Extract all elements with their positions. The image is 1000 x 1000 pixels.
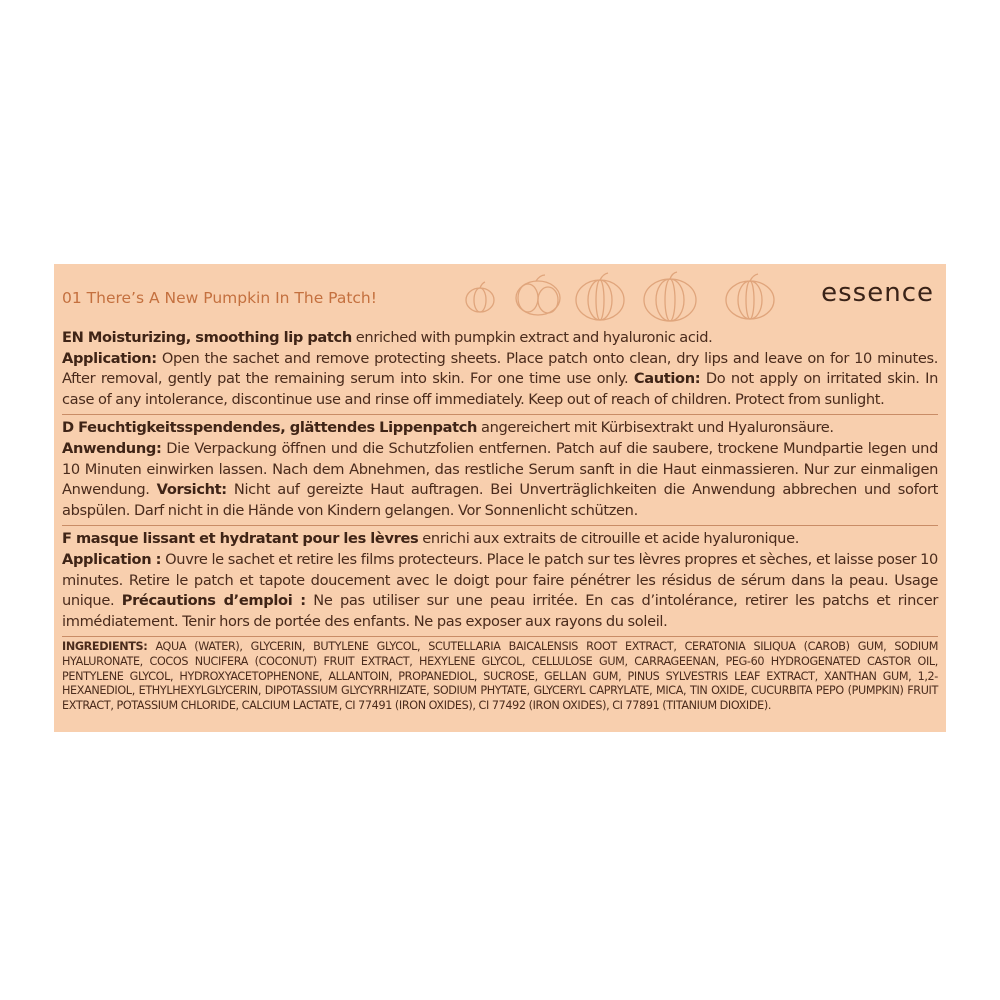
french-heading-text: enrichi aux extraits de citrouille et acide hyaluronique. xyxy=(418,530,799,548)
pumpkin-icon xyxy=(576,273,624,320)
english-caution-text: Do not apply on irritated skin. In case of any intolerance, discontinue use and rinse off immediately. Keep out of reach of children. Protect from sunlight. xyxy=(62,370,938,408)
german-application-label: Anwendung: xyxy=(62,439,162,457)
french-section xyxy=(62,529,938,632)
english-section xyxy=(62,328,938,410)
german-heading-text: angereichert mit Kürbisextrakt und Hyaluronsäure. xyxy=(477,419,834,437)
section-divider xyxy=(62,636,938,637)
french-application-label: Application : xyxy=(62,550,162,568)
ingredients-label: INGREDIENTS: xyxy=(62,640,148,654)
german-section xyxy=(62,418,938,521)
english-application-label: Application: xyxy=(62,349,157,367)
german-heading: D Feuchtigkeitsspendendes, glättendes Lippenpatch xyxy=(62,419,478,437)
german-caution-label: Vorsicht: xyxy=(156,481,227,499)
product-label xyxy=(54,264,946,732)
brand-logo: essence xyxy=(821,278,934,308)
product-title: 01 There’s A New Pumpkin In The Patch! xyxy=(62,289,377,307)
pumpkin-icon xyxy=(516,275,560,315)
english-caution-label: Caution: xyxy=(633,370,701,388)
german-caution-text: Nicht auf gereizte Haut auftragen. Bei Unverträglichkeiten die Anwendung abbrechen und sofort abspülen. Darf nicht in die Hände von Kindern gelangen. Vor Sonnenlicht schützen. xyxy=(62,481,938,519)
ingredients-text: AQUA (WATER), GLYCERIN, BUTYLENE GLYCOL, SCUTELLARIA BAICALENSIS ROOT EXTRACT, CERATONIA SILIQUA (CAROB) GUM, SODIUM HYALURONATE, COCOS NUCIFERA (COCONUT) FRUIT EXTRACT, HEXYLENE GLYCOL, CELLULOSE GUM, CARRAGEENAN, PEG-60 HYDROGENATED CASTOR OIL, PENTYLENE GLYCOL, HYDROXYACETOPHENONE, ALLANTOIN, PROPANEDIOL, SUCROSE, GELLAN GUM, PINUS SYLVESTRIS LEAF EXTRACT, XANTHAN GUM, 1,2-HEXANEDIOL, ETHYLHEXYLGLYCERIN, DIPOTASSIUM GLYCYRRHIZATE, SODIUM PHYTATE, GLYCERYL CAPRYLATE, MICA, TIN OXIDE, CUCURBITA PEPO (PUMPKIN) FRUIT EXTRACT, POTASSIUM CHLORIDE, CALCIUM LACTATE, CI 77491 (IRON OXIDES), CI 77492 (IRON OXIDES), CI 77891 (TITANIUM DIOXIDE). xyxy=(62,640,938,712)
pumpkin-icon xyxy=(726,274,774,319)
pumpkin-illustrations xyxy=(458,270,788,328)
ingredients-list xyxy=(62,640,938,713)
pumpkin-icon xyxy=(466,282,494,312)
section-divider xyxy=(62,525,938,526)
french-caution-text: Ne pas utiliser sur une peau irritée. En cas d’intolérance, retirer les patchs et rincer immédiatement. Tenir hors de portée des enfants. Ne pas exposer aux rayons du soleil. xyxy=(62,592,938,630)
english-application-text: Open the sachet and remove protecting sheets. Place patch onto clean, dry lips and leave on for 10 minutes. After removal, gently pat the remaining serum into skin. For one time use only. xyxy=(62,349,938,388)
english-heading: EN Moisturizing, smoothing lip patch xyxy=(62,329,352,346)
english-heading-text: enriched with pumpkin extract and hyaluronic acid. xyxy=(351,329,713,346)
pumpkin-icon xyxy=(644,272,696,321)
french-application-text: Ouvre le sachet et retire les films protecteurs. Place le patch sur tes lèvres propres et sèches, et laisse poser 10 minutes. Retire le patch et tapote doucement avec le doigt pour faire pénétrer les résidus de sérum dans la peau. Usage unique. xyxy=(62,550,938,610)
label-header xyxy=(62,270,938,328)
german-application-text: Die Verpackung öffnen und die Schutzfolien entfernen. Patch auf die saubere, trockene Mundpartie legen und 10 Minuten einwirken lassen. Nach dem Abnehmen, das restliche Serum sanft in die Haut einmassieren. Nur zur einmaligen Anwendung. xyxy=(62,439,938,499)
section-divider xyxy=(62,414,938,415)
french-heading: F masque lissant et hydratant pour les lèvres xyxy=(62,530,419,548)
french-caution-label: Précautions d’emploi : xyxy=(121,592,306,610)
